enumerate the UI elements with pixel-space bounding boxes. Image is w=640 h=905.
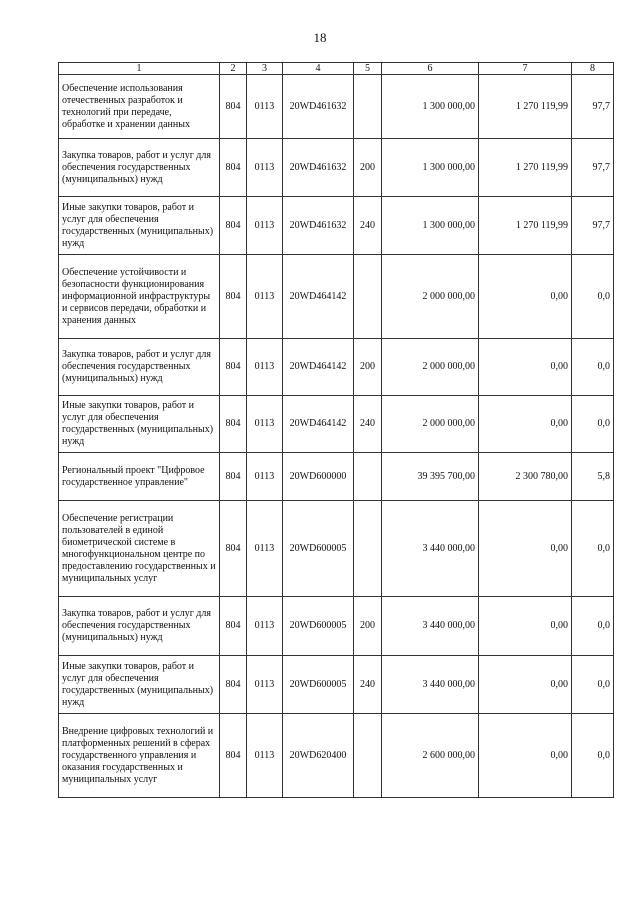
row-col-7: 0,00	[479, 339, 572, 396]
header-row	[59, 63, 614, 75]
header-col-1: 1	[59, 63, 220, 75]
header-col-6: 6	[382, 63, 479, 75]
row-col-3: 0113	[247, 396, 283, 453]
row-col-7: 1 270 119,99	[479, 139, 572, 197]
row-col-7: 0,00	[479, 396, 572, 453]
table-row	[59, 501, 614, 597]
row-col-2: 804	[220, 75, 247, 139]
row-col-8: 97,7	[572, 75, 614, 139]
row-col-7: 0,00	[479, 714, 572, 798]
row-name: Региональный проект "Цифровое государственное управление"	[59, 453, 220, 501]
row-col-7: 0,00	[479, 255, 572, 339]
row-col-6: 2 000 000,00	[382, 255, 479, 339]
row-name: Обеспечение регистрации пользователей в единой биометрической системе в многофункциональном центре по предоставлению государственных и муниципальных услуг	[59, 501, 220, 597]
row-col-4: 20WD620400	[283, 714, 354, 798]
row-name: Иные закупки товаров, работ и услуг для обеспечения государственных (муниципальных) нужд	[59, 656, 220, 714]
row-col-6: 39 395 700,00	[382, 453, 479, 501]
row-col-8: 0,0	[572, 255, 614, 339]
row-col-5	[354, 255, 382, 339]
row-col-6: 3 440 000,00	[382, 501, 479, 597]
row-col-6: 2 600 000,00	[382, 714, 479, 798]
row-col-5	[354, 714, 382, 798]
row-name: Иные закупки товаров, работ и услуг для обеспечения государственных (муниципальных) нужд	[59, 197, 220, 255]
row-col-2: 804	[220, 656, 247, 714]
row-col-3: 0113	[247, 714, 283, 798]
row-col-3: 0113	[247, 255, 283, 339]
row-col-4: 20WD461632	[283, 139, 354, 197]
row-col-7: 1 270 119,99	[479, 75, 572, 139]
row-col-8: 0,0	[572, 501, 614, 597]
row-col-3: 0113	[247, 453, 283, 501]
row-col-3: 0113	[247, 501, 283, 597]
row-name: Закупка товаров, работ и услуг для обеспечения государственных (муниципальных) нужд	[59, 339, 220, 396]
table-row	[59, 339, 614, 396]
row-col-7: 2 300 780,00	[479, 453, 572, 501]
row-col-4: 20WD461632	[283, 75, 354, 139]
row-col-5	[354, 501, 382, 597]
row-col-3: 0113	[247, 339, 283, 396]
row-col-2: 804	[220, 339, 247, 396]
row-col-3: 0113	[247, 197, 283, 255]
row-col-8: 0,0	[572, 656, 614, 714]
row-col-2: 804	[220, 501, 247, 597]
row-col-8: 97,7	[572, 139, 614, 197]
row-col-3: 0113	[247, 75, 283, 139]
row-col-8: 97,7	[572, 197, 614, 255]
row-col-2: 804	[220, 453, 247, 501]
row-col-2: 804	[220, 396, 247, 453]
table-row	[59, 396, 614, 453]
header-col-7: 7	[479, 63, 572, 75]
row-col-3: 0113	[247, 656, 283, 714]
table-row	[59, 139, 614, 197]
row-col-2: 804	[220, 255, 247, 339]
table-row	[59, 75, 614, 139]
row-col-6: 1 300 000,00	[382, 197, 479, 255]
row-col-3: 0113	[247, 139, 283, 197]
row-col-8: 0,0	[572, 597, 614, 656]
row-name: Иные закупки товаров, работ и услуг для обеспечения государственных (муниципальных) нужд	[59, 396, 220, 453]
row-col-5: 240	[354, 396, 382, 453]
row-col-5	[354, 453, 382, 501]
row-col-7: 0,00	[479, 597, 572, 656]
row-col-4: 20WD600005	[283, 597, 354, 656]
header-col-8: 8	[572, 63, 614, 75]
header-col-5: 5	[354, 63, 382, 75]
row-name: Закупка товаров, работ и услуг для обеспечения государственных (муниципальных) нужд	[59, 139, 220, 197]
row-col-5: 240	[354, 197, 382, 255]
row-col-5: 240	[354, 656, 382, 714]
row-col-8: 0,0	[572, 714, 614, 798]
row-col-5	[354, 75, 382, 139]
row-col-8: 0,0	[572, 339, 614, 396]
row-col-5: 200	[354, 139, 382, 197]
row-col-8: 5,8	[572, 453, 614, 501]
row-col-6: 2 000 000,00	[382, 396, 479, 453]
row-name: Обеспечение устойчивости и безопасности функционирования информационной инфраструктуры и сервисов передачи, обработки и хранения данных	[59, 255, 220, 339]
row-col-7: 0,00	[479, 656, 572, 714]
table-row	[59, 453, 614, 501]
row-col-6: 2 000 000,00	[382, 339, 479, 396]
row-col-5: 200	[354, 597, 382, 656]
row-name: Закупка товаров, работ и услуг для обеспечения государственных (муниципальных) нужд	[59, 597, 220, 656]
row-col-4: 20WD461632	[283, 197, 354, 255]
table-row	[59, 597, 614, 656]
table-row	[59, 255, 614, 339]
table-row	[59, 197, 614, 255]
row-col-6: 1 300 000,00	[382, 139, 479, 197]
row-col-5: 200	[354, 339, 382, 396]
row-col-7: 0,00	[479, 501, 572, 597]
row-col-2: 804	[220, 714, 247, 798]
row-col-4: 20WD600000	[283, 453, 354, 501]
row-col-4: 20WD464142	[283, 339, 354, 396]
row-col-2: 804	[220, 197, 247, 255]
table-row	[59, 714, 614, 798]
row-name: Обеспечение использования отечественных разработок и технологий при передаче, обработке и хранении данных	[59, 75, 220, 139]
row-col-2: 804	[220, 597, 247, 656]
table-row	[59, 656, 614, 714]
row-col-4: 20WD600005	[283, 656, 354, 714]
budget-table	[58, 62, 614, 798]
row-name: Внедрение цифровых технологий и платформенных решений в сферах государственного управления и оказания государственных и муниципальных услуг	[59, 714, 220, 798]
page-number: 18	[313, 30, 327, 45]
header-col-2: 2	[220, 63, 247, 75]
row-col-8: 0,0	[572, 396, 614, 453]
row-col-6: 3 440 000,00	[382, 597, 479, 656]
row-col-6: 3 440 000,00	[382, 656, 479, 714]
row-col-7: 1 270 119,99	[479, 197, 572, 255]
row-col-2: 804	[220, 139, 247, 197]
row-col-4: 20WD600005	[283, 501, 354, 597]
row-col-3: 0113	[247, 597, 283, 656]
row-col-4: 20WD464142	[283, 255, 354, 339]
header-col-4: 4	[283, 63, 354, 75]
row-col-6: 1 300 000,00	[382, 75, 479, 139]
header-col-3: 3	[247, 63, 283, 75]
row-col-4: 20WD464142	[283, 396, 354, 453]
